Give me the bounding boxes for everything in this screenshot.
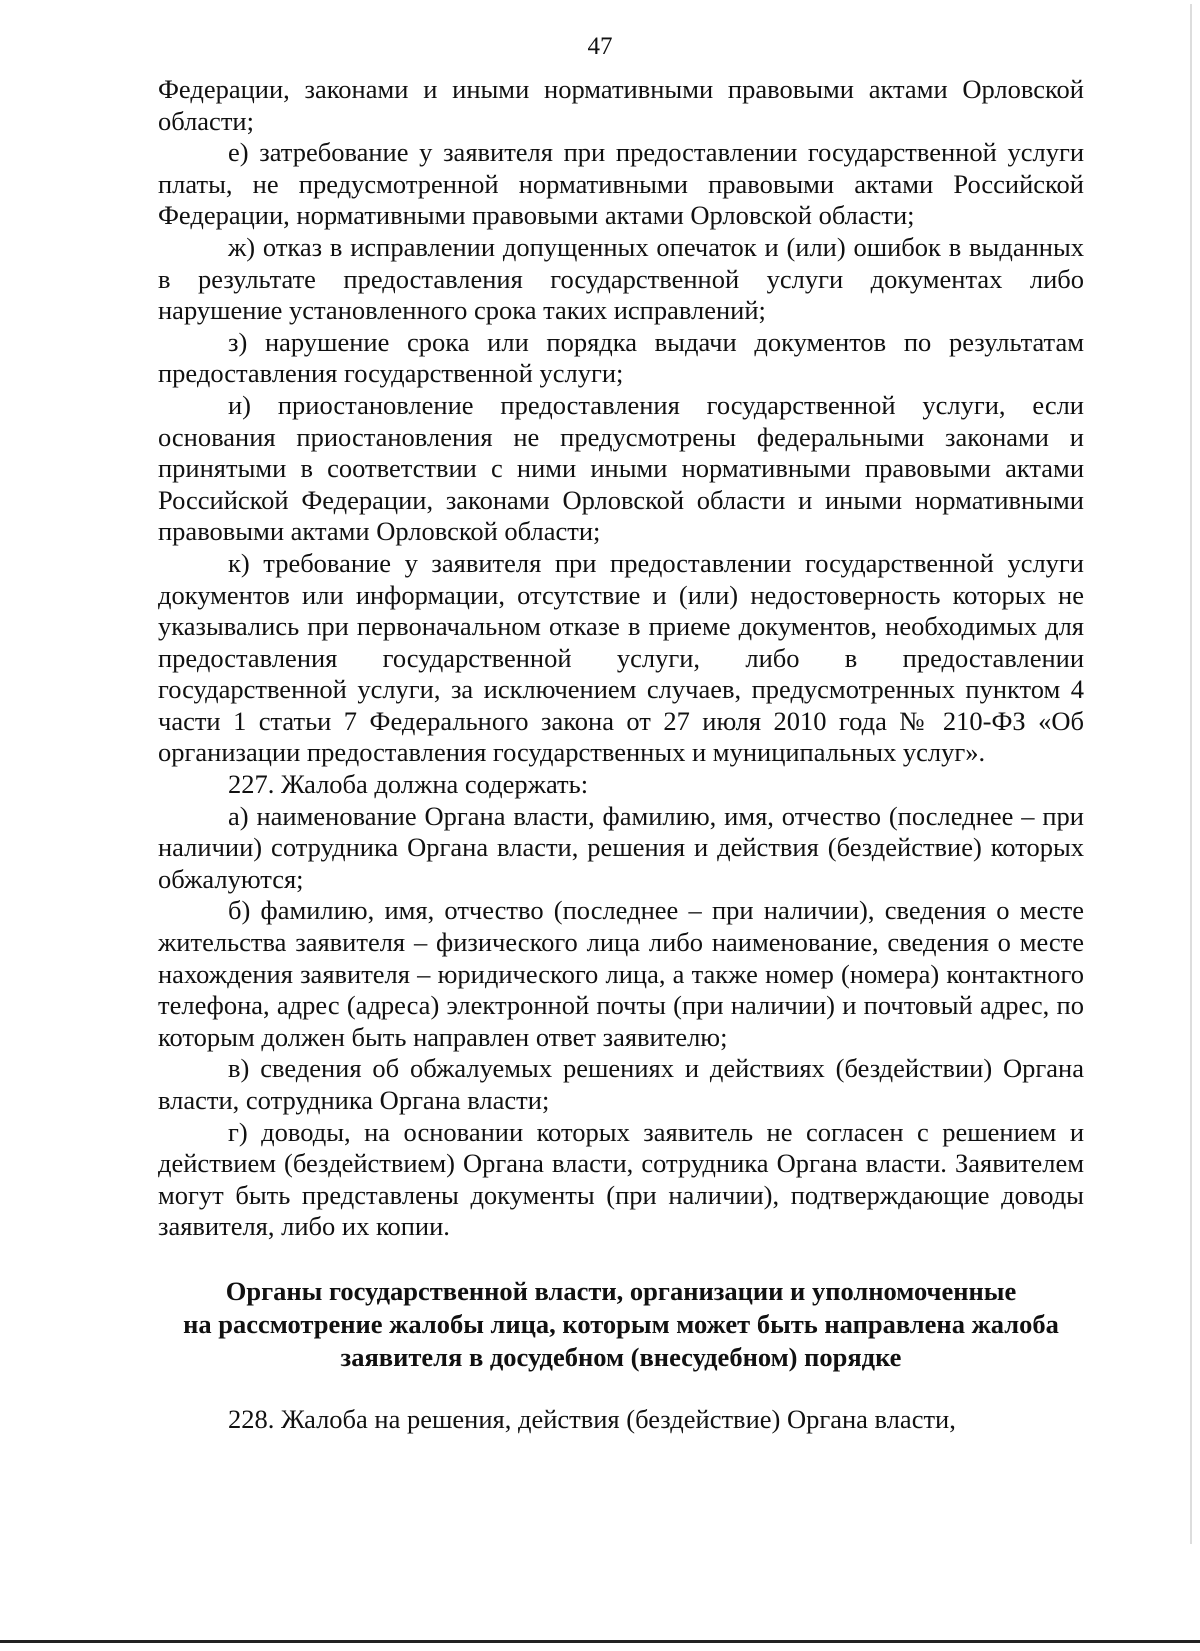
paragraph-item-k: к) требование у заявителя при предоставлении государственной услуги документов или информации, отсутствие и (или) недостоверность которых не указывались при первоначальном отказе в приеме документов, необходимых для предоставления государственной услуги, либо в предоставлении государственной услуги, за исключением случаев, предусмотренных пунктом 4 части 1 статьи 7 Федерального закона от 27 июля 2010 года № 210-ФЗ «Об организации предоставления государственных и муниципальных услуг». — [158, 547, 1084, 768]
paragraph-227: 227. Жалоба должна содержать: — [228, 769, 589, 800]
page-number: 47 — [587, 33, 613, 60]
paragraph-item-e: е) затребование у заявителя при предоставлении государственной услуги платы, не предусмотренной нормативными правовыми актами Российской Федерации, нормативными правовыми актами Орловской области; — [158, 137, 1084, 231]
paragraph-item-b: б) фамилию, имя, отчество (последнее – при наличии), сведения о месте жительства заявителя – физического лица либо наименование, сведения о месте нахождения заявителя – юридического лица, а также номер (номера) контактного телефона, адрес (адреса) электронной почты (при наличии) и почтовый адрес, по которым должен быть направлен ответ заявителю; — [158, 895, 1084, 1052]
scan-edge-mark — [1190, 4, 1192, 1544]
section-heading-line: заявителя в досудебном (внесудебном) порядке — [340, 1341, 902, 1372]
paragraph-item-g: г) доводы, на основании которых заявитель не согласен с решением и действием (бездействием) Органа власти, сотрудника Органа власти. Заявителем могут быть представлены документы (при наличии), подтверждающие доводы заявителя, либо их копии. — [158, 1116, 1084, 1242]
section-heading — [158, 1275, 1084, 1374]
paragraph-228: 228. Жалоба на решения, действия (бездействие) Органа власти, — [228, 1403, 956, 1434]
paragraph-continuation: Федерации, законами и иными нормативными правовыми актами Орловской области; — [158, 74, 1084, 136]
paragraph-item-v: в) сведения об обжалуемых решениях и действиях (бездействии) Органа власти, сотрудника Органа власти; — [158, 1053, 1084, 1115]
paragraph-item-zh: ж) отказ в исправлении допущенных опечаток и (или) ошибок в выданных в результате предоставления государственной услуги документах либо нарушение установленного срока таких исправлений; — [158, 231, 1084, 326]
section-heading-line: Органы государственной власти, организации и уполномоченные — [225, 1275, 1017, 1306]
paragraph-item-a: а) наименование Органа власти, фамилию, имя, отчество (последнее – при наличии) сотрудника Органа власти, решения и действия (бездействие) которых обжалуются; — [158, 800, 1084, 894]
bottom-rule — [0, 1640, 1200, 1643]
document-body — [158, 74, 1084, 1436]
section-heading-line: на рассмотрение жалобы лица, которым может быть направлена жалоба — [183, 1308, 1059, 1339]
paragraph-item-i: и) приостановление предоставления государственной услуги, если основания приостановления не предусмотрены федеральными законами и принятыми в соответствии с ними иными нормативными правовыми актами Российской Федерации, законами Орловской области и иными нормативными правовыми актами Орловской области; — [158, 389, 1084, 547]
paragraph-item-z: з) нарушение срока или порядка выдачи документов по результатам предоставления государственной услуги; — [158, 326, 1084, 389]
